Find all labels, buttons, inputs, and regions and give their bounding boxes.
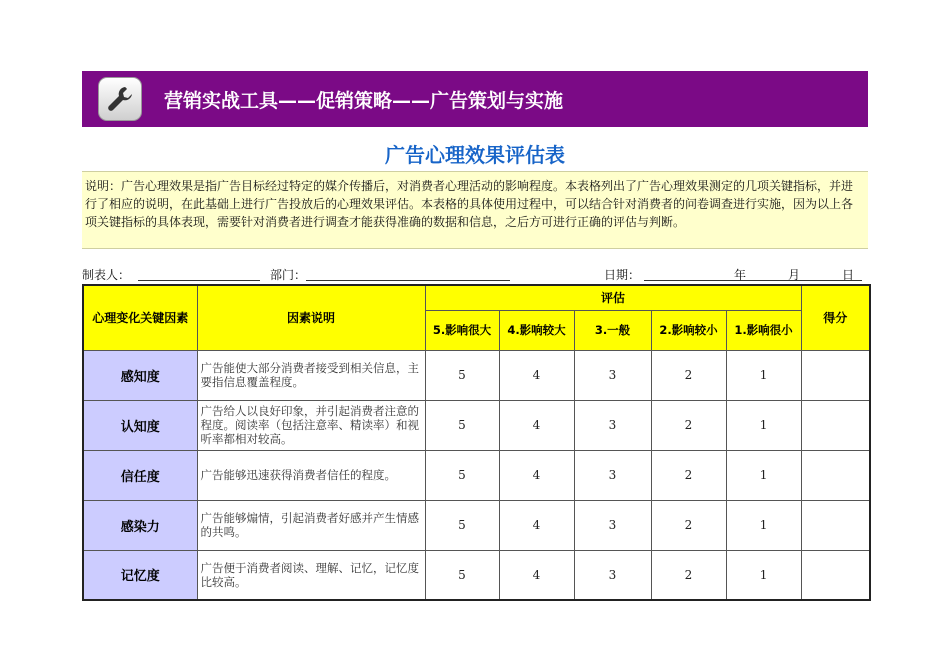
header-description: 因素说明 xyxy=(197,285,425,350)
table-row xyxy=(83,550,870,600)
header-score: 得分 xyxy=(801,285,870,350)
score-option-3[interactable]: 3 xyxy=(574,550,651,600)
score-option-5[interactable]: 5 xyxy=(425,450,499,500)
table-row xyxy=(83,500,870,550)
factor-description: 广告便于消费者阅读、理解、记忆，记忆度比较高。 xyxy=(197,550,425,600)
score-input[interactable] xyxy=(801,500,870,550)
table-row xyxy=(83,350,870,400)
date-field[interactable] xyxy=(644,280,862,281)
dept-field[interactable] xyxy=(306,280,510,281)
score-option-1[interactable]: 1 xyxy=(726,500,801,550)
date-day-label: 日 xyxy=(842,268,855,282)
date-year-label: 年 xyxy=(734,268,747,282)
score-option-5[interactable]: 5 xyxy=(425,400,499,450)
score-option-4[interactable]: 4 xyxy=(499,400,574,450)
score-input[interactable] xyxy=(801,400,870,450)
score-option-5[interactable]: 5 xyxy=(425,500,499,550)
score-option-1[interactable]: 1 xyxy=(726,550,801,600)
dept-label: 部门： xyxy=(270,268,307,282)
header-banner xyxy=(82,71,868,127)
score-option-1[interactable]: 1 xyxy=(726,350,801,400)
date-label: 日期： xyxy=(604,268,641,282)
score-input[interactable] xyxy=(801,350,870,400)
wrench-icon xyxy=(98,77,142,121)
maker-field[interactable] xyxy=(138,280,260,281)
score-option-3[interactable]: 3 xyxy=(574,500,651,550)
factor-cell: 信任度 xyxy=(83,450,197,500)
score-option-1[interactable]: 1 xyxy=(726,400,801,450)
eval-level-4: 4.影响较大 xyxy=(499,310,574,350)
factor-description: 广告能够迅速获得消费者信任的程度。 xyxy=(197,450,425,500)
eval-level-2: 2.影响较小 xyxy=(651,310,726,350)
date-month-label: 月 xyxy=(788,268,801,282)
score-option-3[interactable]: 3 xyxy=(574,350,651,400)
score-option-2[interactable]: 2 xyxy=(651,550,726,600)
evaluation-table xyxy=(82,284,871,601)
banner-title: 营销实战工具——促销策略——广告策划与实施 xyxy=(164,90,564,112)
maker-label: 制表人： xyxy=(82,268,131,282)
score-option-5[interactable]: 5 xyxy=(425,350,499,400)
header-factor: 心理变化关键因素 xyxy=(83,285,197,350)
score-option-4[interactable]: 4 xyxy=(499,550,574,600)
table-row xyxy=(83,450,870,500)
page-title: 广告心理效果评估表 xyxy=(385,143,565,167)
score-option-4[interactable]: 4 xyxy=(499,350,574,400)
score-option-5[interactable]: 5 xyxy=(425,550,499,600)
score-option-3[interactable]: 3 xyxy=(574,400,651,450)
factor-description: 广告能使大部分消费者接受到相关信息，主要指信息覆盖程度。 xyxy=(197,350,425,400)
eval-level-5: 5.影响很大 xyxy=(425,310,499,350)
header-eval: 评估 xyxy=(425,285,801,310)
factor-description: 广告给人以良好印象，并引起消费者注意的程度。阅读率（包括注意率、精读率）和视听率都相对较高。 xyxy=(197,400,425,450)
score-option-1[interactable]: 1 xyxy=(726,450,801,500)
eval-level-1: 1.影响很小 xyxy=(726,310,801,350)
score-option-2[interactable]: 2 xyxy=(651,450,726,500)
score-input[interactable] xyxy=(801,450,870,500)
factor-cell: 感知度 xyxy=(83,350,197,400)
factor-cell: 认知度 xyxy=(83,400,197,450)
factor-description: 广告能够煽情，引起消费者好感并产生情感的共鸣。 xyxy=(197,500,425,550)
score-option-3[interactable]: 3 xyxy=(574,450,651,500)
score-option-2[interactable]: 2 xyxy=(651,400,726,450)
score-option-4[interactable]: 4 xyxy=(499,500,574,550)
eval-level-3: 3.一般 xyxy=(574,310,651,350)
score-option-2[interactable]: 2 xyxy=(651,500,726,550)
form-meta-row xyxy=(82,266,868,282)
score-option-4[interactable]: 4 xyxy=(499,450,574,500)
factor-cell: 感染力 xyxy=(83,500,197,550)
table-row xyxy=(83,400,870,450)
score-option-2[interactable]: 2 xyxy=(651,350,726,400)
description-box: 说明：广告心理效果是指广告目标经过特定的媒介传播后，对消费者心理活动的影响程度。本表格列出了广告心理效果测定的几项关键指标，并进行了相应的说明，在此基础上进行广告投放后的心理效果评估。本表格的具体使用过程中，可以结合针对消费者的问卷调查进行实施，因为以上各项关键指标的具体表现，需要针对消费者进行调查才能获得准确的数据和信息，之后方可进行正确的评估与判断。 xyxy=(82,171,868,249)
factor-cell: 记忆度 xyxy=(83,550,197,600)
score-input[interactable] xyxy=(801,550,870,600)
